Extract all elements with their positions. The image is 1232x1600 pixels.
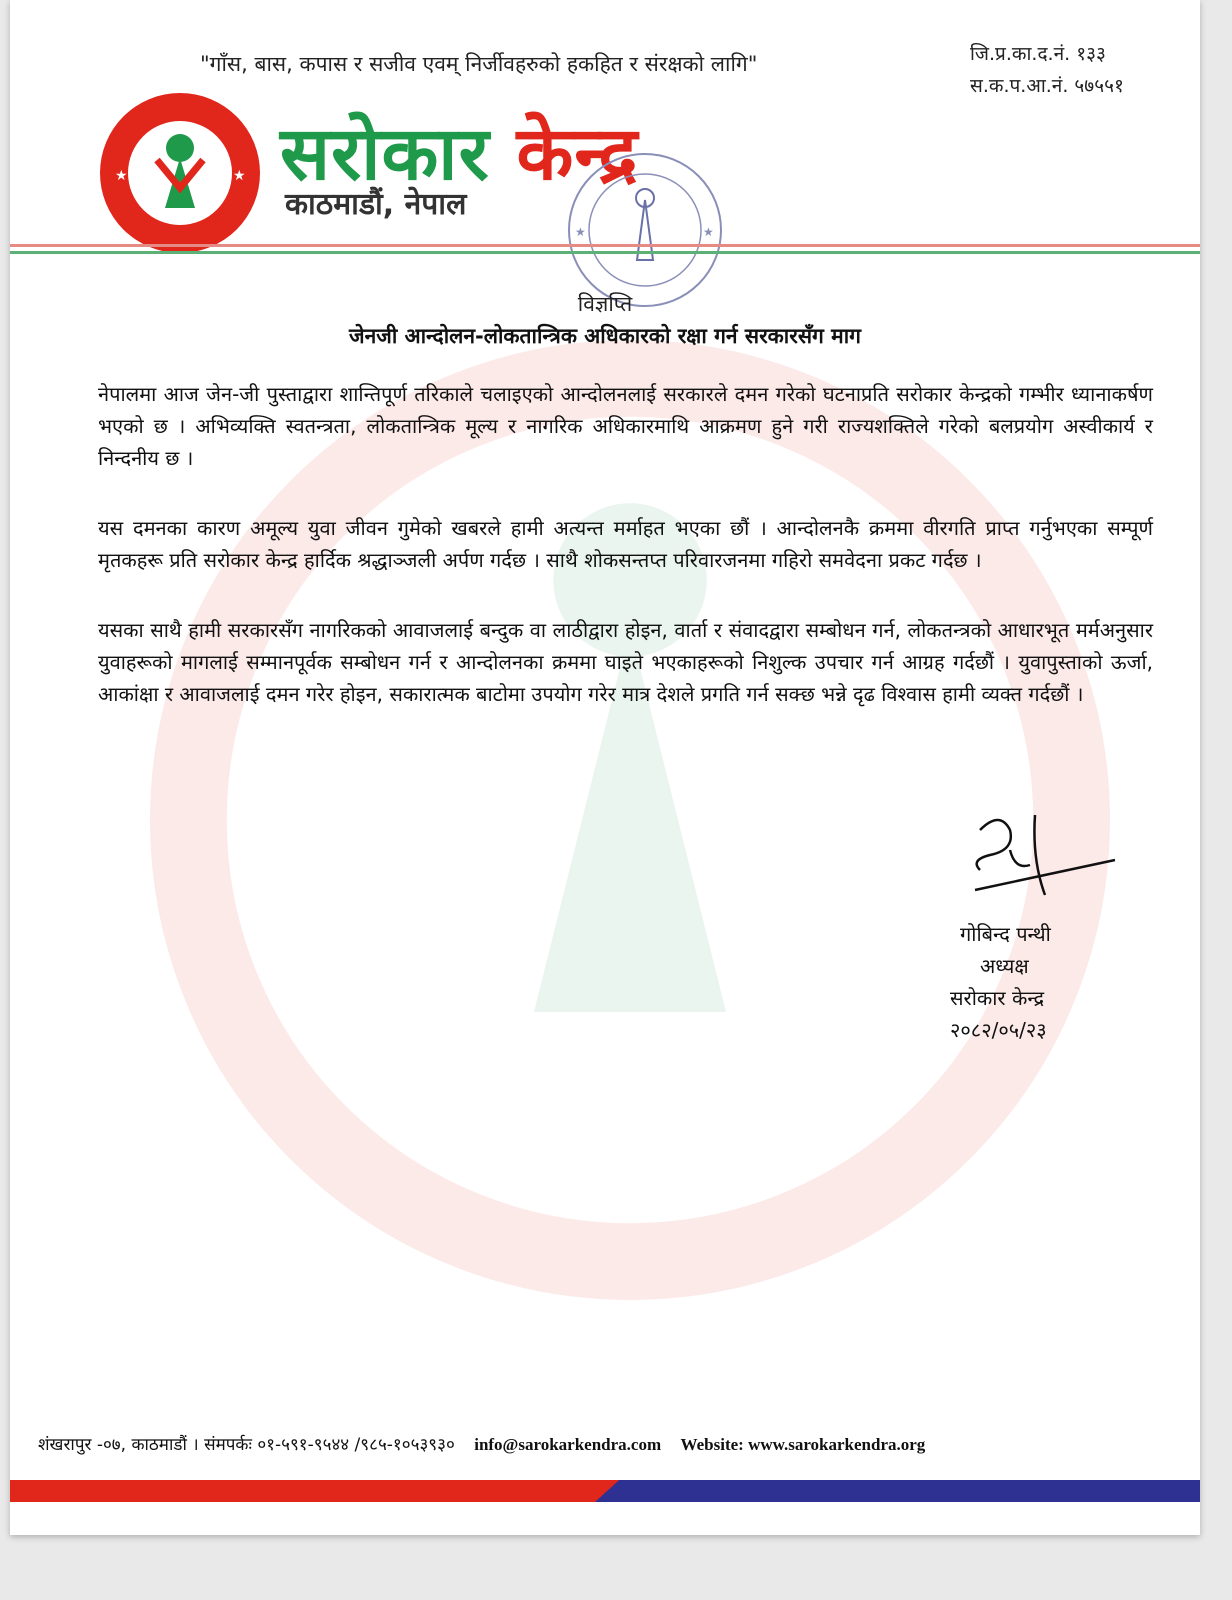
svg-text:★: ★ xyxy=(703,225,714,239)
header-divider-red xyxy=(10,244,1200,247)
signature xyxy=(960,810,1120,900)
paragraph: यस दमनका कारण अमूल्य युवा जीवन गुमेको खबरले हामी अत्यन्त मर्माहत भएका छौं । आन्दोलनकै क्रममा वीरगति प्राप्त गर्नुभएका सम्पूर्ण मृतकहरू प्रति सरोकार केन्द्र हार्दिक श्रद्धाञ्जली अर्पण गर्दछ । साथै शोकसन्तप्त परिवारजनमा गहिरो समवेदना प्रकट गर्दछ । xyxy=(98,516,1153,572)
footer-address: शंखरापुर -०७, काठमाडौं । संमपर्कः ०१-५९१-९५४४ /९८५-१०५३९३० xyxy=(38,1435,455,1455)
registration-district: जि.प्र.का.द.नं. १३३ xyxy=(970,43,1106,65)
signatory-name: गोबिन्द पन्थी xyxy=(960,922,1051,946)
footer-website[interactable]: Website: www.sarokarkendra.org xyxy=(680,1435,926,1454)
svg-text:★: ★ xyxy=(575,225,586,239)
footer-bar-blue xyxy=(595,1480,1200,1502)
brand-green: सरोकार xyxy=(280,111,490,197)
svg-text:★: ★ xyxy=(233,168,246,184)
official-stamp xyxy=(565,150,725,310)
organization-logo xyxy=(95,88,265,258)
paragraph: नेपालमा आज जेन-जी पुस्ताद्वारा शान्तिपूर्ण तरिकाले चलाइएको आन्दोलनलाई सरकारले दमन गरेको घटनाप्रति सरोकार केन्द्रको गम्भीर ध्यानाकर्षण भएको छ । अभिव्यक्ति स्वतन्त्रता, लोकतान्त्रिक मूल्य र नागरिक अधिकारमाथि आक्रमण हुने गरी राज्यशक्तिले गरेको बलप्रयोग अस्वीकार्य र निन्दनीय छ । xyxy=(98,382,1153,470)
motto: "गाँस, बास, कपास र सजीव एवम् निर्जीवहरुको हकहित र संरक्षको लागि" xyxy=(200,52,758,76)
footer-bar-red xyxy=(10,1480,620,1502)
notice-label: विज्ञप्ति xyxy=(577,292,633,316)
signatory-organization: सरोकार केन्द्र xyxy=(950,986,1045,1010)
signatory-block xyxy=(940,918,1051,1046)
organization-city: काठमाडौं, नेपाल xyxy=(285,187,467,222)
notice-body xyxy=(98,378,1153,748)
brand-red: केन्द्र xyxy=(516,111,639,197)
paragraph: यसका साथै हामी सरकारसँग नागरिकको आवाजलाई बन्दुक वा लाठीद्वारा होइन, वार्ता र संवादद्वारा सम्बोधन गर्न, लोकतन्त्रको आधारभूत मर्मअनुसार युवाहरूको मागलाई सम्मानपूर्वक सम्बोधन गर्न र आन्दोलनका क्रममा घाइते भएकाहरूको निशुल्क उपचार गर्न आग्रह गर्दछौं । युवापुस्ताको ऊर्जा, आकांक्षा र आवाजलाई दमन गरेर होइन, सकारात्मक बाटोमा उपयोग गरेर मात्र देशले प्रगति गर्न सक्छ भन्ने दृढ विश्वास हामी व्यक्त गर्दछौं । xyxy=(98,618,1153,706)
notice-date: २०८२/०५/२३ xyxy=(950,1018,1047,1042)
notice-title: जेनजी आन्दोलन-लोकतान्त्रिक अधिकारको रक्षा गर्न सरकारसँग माग xyxy=(349,324,861,348)
registration-social: स.क.प.आ.नं. ५७५५१ xyxy=(970,75,1124,97)
header-divider-green xyxy=(10,251,1200,254)
svg-text:★: ★ xyxy=(115,168,128,184)
signatory-position: अध्यक्ष xyxy=(980,954,1029,978)
registration-numbers xyxy=(970,38,1124,102)
footer-email[interactable]: info@sarokarkendra.com xyxy=(474,1435,662,1454)
letterhead-page xyxy=(10,0,1200,1535)
footer-contact xyxy=(38,1432,925,1455)
